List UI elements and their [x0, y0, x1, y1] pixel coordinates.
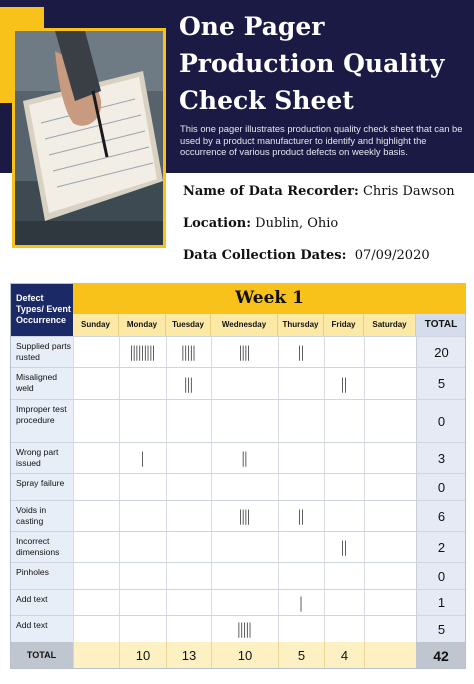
day-total-5: 4	[324, 642, 364, 669]
day-header-5: Friday	[324, 314, 364, 336]
defect-row	[10, 562, 466, 589]
tally-cell	[73, 400, 119, 442]
tally-cell	[364, 532, 416, 562]
row-total: 6	[416, 501, 466, 531]
dates-line	[183, 248, 430, 263]
dates-value: 07/09/2020	[354, 248, 430, 263]
location-value: Dublin, Ohio	[255, 216, 339, 231]
row-total: 0	[416, 474, 466, 500]
defect-row	[10, 531, 466, 562]
tally-cell	[324, 501, 364, 531]
day-header-0: Sunday	[73, 314, 119, 336]
defect-label: Misaligned weld	[10, 368, 73, 399]
tally-cell	[166, 563, 211, 589]
defect-row	[10, 442, 466, 473]
tally-cell	[166, 532, 211, 562]
tally-marks: |||	[184, 374, 193, 393]
tally-cell	[166, 501, 211, 531]
defect-label: Incorrect dimensions	[10, 532, 73, 562]
tally-cell	[324, 337, 364, 367]
tally-marks: |||||	[181, 343, 196, 361]
day-header-4: Thursday	[278, 314, 324, 336]
tally-cell	[278, 368, 324, 399]
defect-row	[10, 336, 466, 367]
tally-cell	[364, 368, 416, 399]
tally-cell	[211, 400, 278, 442]
row-total: 3	[416, 443, 466, 473]
location-label: Location:	[183, 216, 252, 231]
day-header-1: Monday	[119, 314, 166, 336]
tally-cell	[166, 616, 211, 642]
total-column-header: TOTAL	[416, 314, 466, 336]
tally-marks: ||	[298, 343, 304, 361]
tally-cell	[119, 563, 166, 589]
tally-cell	[119, 590, 166, 615]
tally-cell	[364, 474, 416, 500]
tally-cell	[166, 443, 211, 473]
tally-cell	[211, 590, 278, 615]
tally-cell	[364, 590, 416, 615]
row-total: 1	[416, 590, 466, 615]
check-sheet-table	[10, 283, 466, 669]
tally-cell	[119, 368, 166, 399]
tally-cell	[119, 532, 166, 562]
defect-row	[10, 615, 466, 642]
title-line-2: Production Quality	[179, 49, 445, 78]
defect-type-header: Defect Types/ Event Occurrence	[10, 283, 73, 336]
dates-label: Data Collection Dates:	[183, 248, 347, 263]
title-line-3: Check Sheet	[179, 86, 354, 115]
recorder-label: Name of Data Recorder:	[183, 184, 359, 199]
defect-row	[10, 589, 466, 615]
row-total: 5	[416, 368, 466, 399]
clipboard-photo	[12, 28, 166, 248]
row-total: 5	[416, 616, 466, 642]
day-header-6: Saturday	[364, 314, 416, 336]
tally-marks: |||||	[237, 620, 252, 638]
defect-label: Spray failure	[10, 474, 73, 500]
defect-label: Improper test procedure	[10, 400, 73, 442]
defect-label: Add text	[10, 590, 73, 615]
tally-cell	[119, 400, 166, 442]
tally-cell	[73, 501, 119, 531]
tally-marks: |	[299, 593, 303, 612]
title-line-1: One Pager	[179, 12, 325, 41]
tally-cell	[364, 616, 416, 642]
row-total: 0	[416, 400, 466, 442]
tally-cell	[364, 400, 416, 442]
tally-cell	[73, 474, 119, 500]
tally-cell	[166, 400, 211, 442]
defect-label: Voids in casting	[10, 501, 73, 531]
defect-row	[10, 500, 466, 531]
tally-cell	[73, 563, 119, 589]
tally-marks: ||	[241, 449, 248, 467]
recorder-line	[183, 184, 455, 199]
tally-cell	[278, 443, 324, 473]
tally-cell	[119, 474, 166, 500]
defect-label: Supplied parts rusted	[10, 337, 73, 367]
tally-cell	[278, 400, 324, 442]
tally-marks: |	[141, 449, 144, 467]
tally-marks: ||	[298, 507, 304, 525]
day-total-6	[364, 642, 416, 669]
tally-marks: ||	[341, 538, 347, 556]
day-total-0	[73, 642, 119, 669]
tally-marks: |||||||||	[129, 343, 156, 361]
day-total-4: 5	[278, 642, 324, 669]
location-line	[183, 216, 338, 231]
recorder-value: Chris Dawson	[362, 184, 455, 199]
tally-cell	[211, 563, 278, 589]
tally-cell	[211, 368, 278, 399]
total-row	[10, 642, 466, 669]
row-total: 2	[416, 532, 466, 562]
photo-illustration	[15, 31, 163, 245]
tally-cell	[324, 590, 364, 615]
tally-cell	[211, 532, 278, 562]
tally-cell	[73, 590, 119, 615]
tally-cell	[364, 337, 416, 367]
tally-cell	[211, 474, 278, 500]
tally-cell	[364, 563, 416, 589]
tally-cell	[324, 616, 364, 642]
tally-cell	[166, 590, 211, 615]
defect-label: Wrong part issued	[10, 443, 73, 473]
tally-cell	[73, 532, 119, 562]
total-row-label: TOTAL	[10, 642, 73, 669]
defect-label: Add text	[10, 616, 73, 642]
row-total: 20	[416, 337, 466, 367]
tally-cell	[73, 616, 119, 642]
tally-cell	[278, 616, 324, 642]
defect-row	[10, 367, 466, 399]
day-header-2: Tuesday	[166, 314, 211, 336]
tally-cell	[278, 474, 324, 500]
tally-cell	[324, 474, 364, 500]
tally-cell	[364, 501, 416, 531]
week-header: Week 1	[73, 283, 466, 314]
tally-cell	[278, 563, 324, 589]
defect-row	[10, 473, 466, 500]
row-total: 0	[416, 563, 466, 589]
tally-marks: ||||	[238, 507, 251, 525]
defect-row	[10, 399, 466, 442]
tally-marks: ||||	[238, 343, 251, 361]
tally-cell	[324, 563, 364, 589]
tally-cell	[364, 443, 416, 473]
tally-cell	[73, 443, 119, 473]
tally-cell	[119, 616, 166, 642]
tally-cell	[73, 337, 119, 367]
tally-cell	[166, 474, 211, 500]
tally-cell	[324, 400, 364, 442]
tally-marks: ||	[341, 374, 347, 393]
defect-label: Pinholes	[10, 563, 73, 589]
tally-cell	[73, 368, 119, 399]
page-subtitle: This one pager illustrates production quality check sheet that can be used by a product manufacturer to identify and highlight the occurrence of various product defects on weekly basis.	[180, 123, 463, 157]
tally-cell	[324, 443, 364, 473]
grand-total: 42	[416, 642, 466, 669]
day-total-1: 10	[119, 642, 166, 669]
day-header-3: Wednesday	[211, 314, 278, 336]
tally-cell	[278, 532, 324, 562]
day-total-2: 13	[166, 642, 211, 669]
tally-cell	[119, 501, 166, 531]
page-title	[179, 8, 469, 119]
day-total-3: 10	[211, 642, 278, 669]
